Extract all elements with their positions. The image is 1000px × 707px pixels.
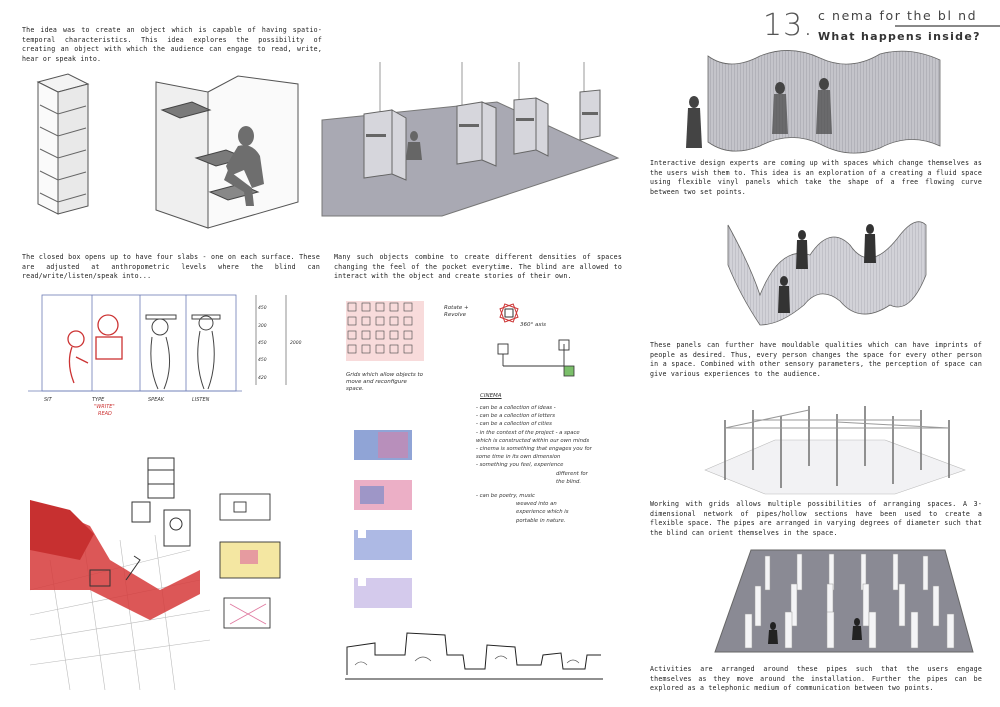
height-1: 450 (258, 306, 267, 311)
red-figure-sketch (68, 315, 122, 383)
open-object-render (148, 70, 308, 230)
pipe-grid-render (705, 400, 995, 495)
height-5: 420 (258, 376, 267, 381)
label-speak: SPEAK (148, 397, 165, 403)
rotate-note: Rotate + Revolve (444, 305, 469, 318)
grid-note: Grids which allow objects to move and reconfigure space. (346, 372, 424, 392)
height-total: 2000 (290, 341, 302, 346)
vinyl-panels-render (680, 50, 960, 155)
intro-paragraph: The idea was to create an object which is capable of having spatio-temporal characteristics. This idea explores the possibility of creating an object with which the audience can engage to read, write, hear or speak into. (22, 26, 322, 63)
grids-paragraph: Working with grids allows multiple possibilities of arranging spaces. A 3-dimensional network of pipes/hollow sections have been used to create a flexible space. The pipes are arranged in varying degrees of diameter such that the blind can orient themselves in the space. (650, 500, 982, 537)
label-sit: SIT (44, 397, 52, 403)
closed-box-paragraph: The closed box opens up to have four slabs - one on each surface. These are adjusted at anthropometric levels where the blind can read/write/listen/speak into... (22, 253, 320, 281)
height-4: 450 (258, 358, 267, 363)
activities-paragraph: Activities are arranged around these pipes such that the users engage themselves as they move around the installation. Further the pipes can be explored as a telephonic medium of communication between two points. (650, 665, 982, 693)
curved-panels-render (720, 205, 930, 340)
height-3: 450 (258, 341, 267, 346)
cinema-note-weaved: weaved into an experience which is portable in nature. (516, 501, 569, 524)
cinema-note-6: - something you feel, experience (476, 462, 564, 469)
cinema-note-3: - can be a collection of cities (476, 421, 552, 428)
cinema-note-different: different for the blind. (556, 470, 588, 485)
height-2: 300 (258, 324, 267, 329)
label-type: TYPE (92, 397, 105, 403)
shelf-tower-render (30, 70, 100, 220)
axis-note: 360° axis (520, 322, 547, 328)
label-listen: LISTEN (192, 397, 210, 403)
interactive-paragraph: Interactive design experts are coming up with spaces which change themselves as the users wish them to. This idea is an exploration of a creating a fluid space using flexible vinyl panels which take the shape of a free flowing curve between two set points. (650, 159, 982, 196)
skyline-sketch (345, 625, 605, 685)
panels-paragraph: These panels can further have mouldable qualities which can have imprints of people as desired. Thus, every person changes the space for every other person in a space. Combined with other sensory parameters, the perception of space can give various experiences to the audience. (650, 341, 982, 378)
cinema-note-7: - can be poetry, music (476, 493, 535, 500)
page-title: c nema for the bl nd (818, 8, 978, 23)
label-write: "WRITE" (94, 404, 115, 410)
colour-block-sketches (350, 420, 440, 650)
plan-sketch (210, 480, 330, 660)
cinema-note-2: - can be a collection of letters (476, 413, 555, 420)
shelf-detail-sketch (132, 458, 190, 546)
cinema-notes (476, 404, 596, 525)
cinema-note-4: - in the context of the project - a space which is constructed within our own minds (476, 429, 590, 444)
pipes-floor-render (715, 540, 975, 660)
label-read: READ (98, 411, 112, 417)
objects-paragraph: Many such objects combine to create different densities of spaces changing the feel of the pocket everytime. The blind are allowed to interact with the object and create stories of their own. (334, 253, 622, 281)
cinema-heading: CINEMA (480, 393, 502, 399)
page-number: 13. (763, 8, 814, 43)
cinema-note-1: - can be a collection of ideas - (476, 405, 556, 411)
objects-on-floor-render (322, 62, 622, 222)
grid-squares-sketch (340, 295, 430, 375)
elevation-sketch (28, 287, 328, 427)
cinema-note-5: - cinema is something that engages you for some time in its own dimension (476, 446, 592, 461)
header-rule (895, 25, 1000, 27)
page-subtitle: What happens inside? (818, 30, 981, 43)
